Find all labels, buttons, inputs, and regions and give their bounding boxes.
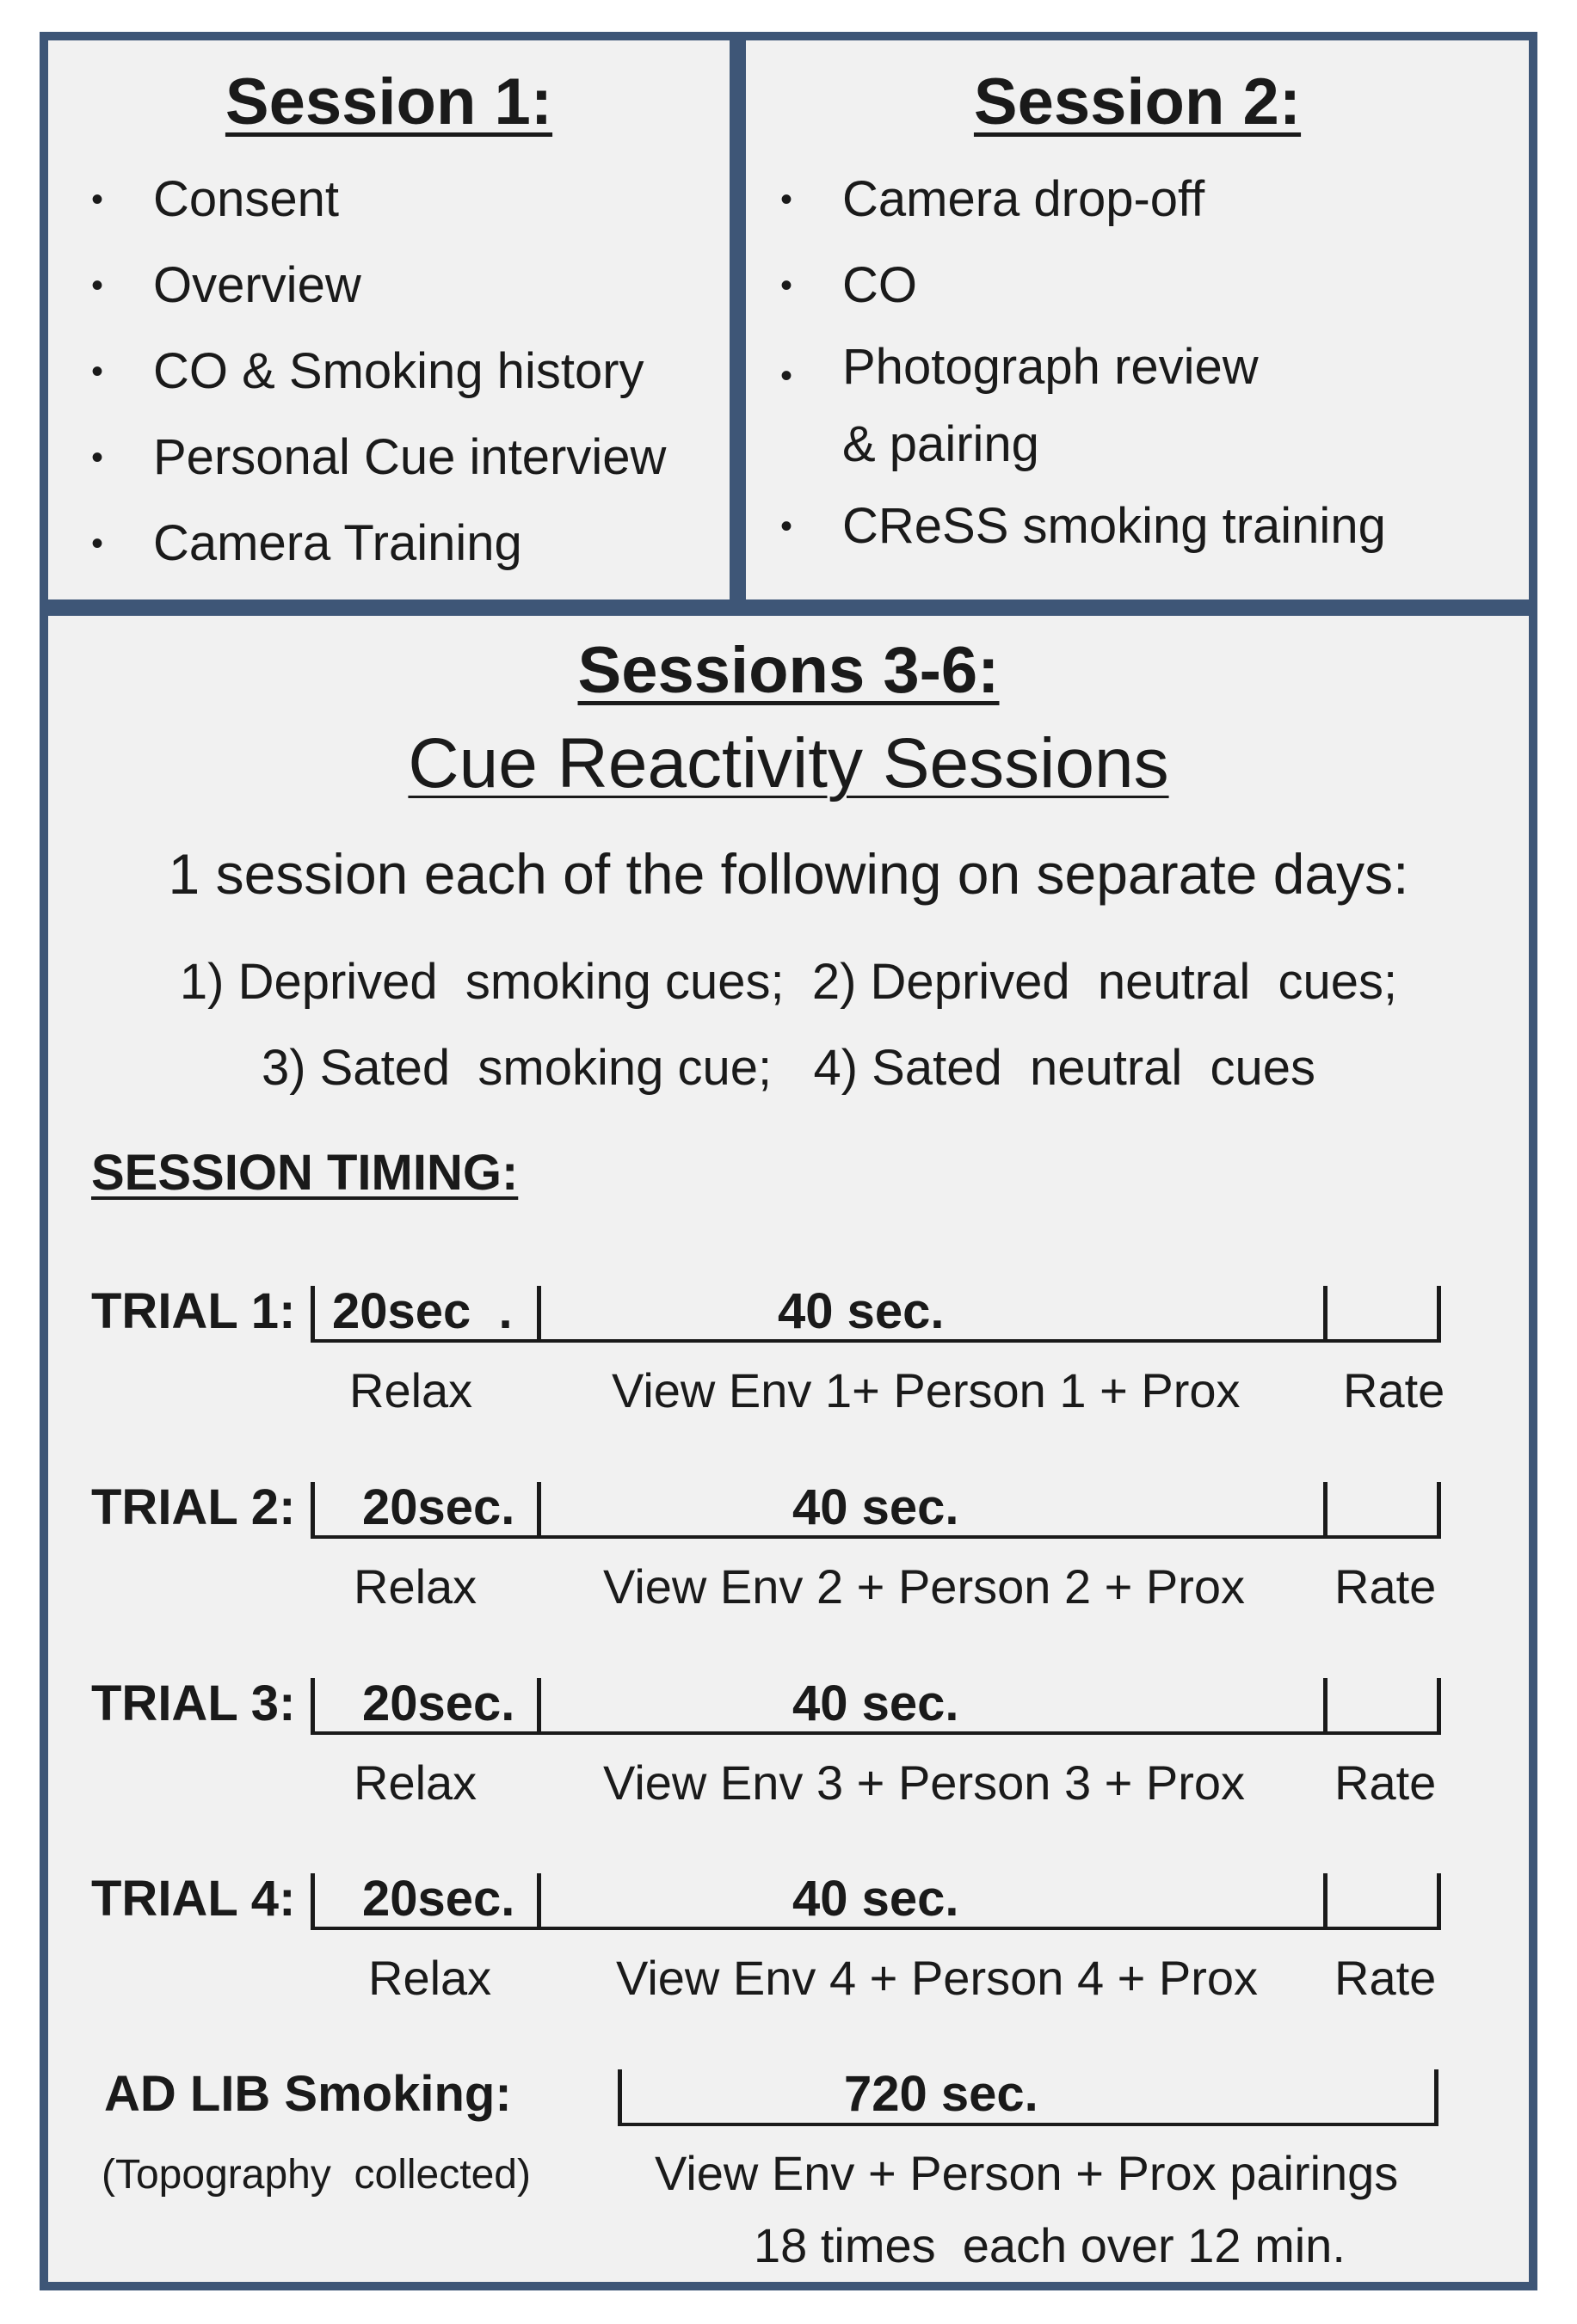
view-label: View Env 1+ Person 1 + Prox bbox=[612, 1363, 1241, 1417]
relax-duration: 20sec . bbox=[332, 1283, 513, 1339]
sessions-intro: 1 session each of the following on separate days: bbox=[168, 842, 1409, 906]
bullet-icon: • bbox=[91, 181, 104, 218]
list-item: • Overview bbox=[91, 243, 666, 329]
view-duration: 40 sec. bbox=[792, 1479, 959, 1535]
view-label: View Env 3 + Person 3 + Prox bbox=[603, 1755, 1246, 1810]
trial-label: TRIAL 1: bbox=[91, 1283, 296, 1339]
list-item: • Camera drop-off bbox=[780, 157, 1383, 243]
session-2-box bbox=[746, 40, 1529, 599]
relax-label: Relax bbox=[354, 1559, 477, 1614]
bullet-icon: • bbox=[780, 181, 793, 218]
list-item: • CO bbox=[780, 243, 1383, 329]
list-item: • Consent bbox=[91, 157, 666, 243]
relax-duration: 20sec. bbox=[362, 1479, 515, 1535]
session-1-box bbox=[48, 40, 730, 599]
protocol-diagram bbox=[40, 32, 1537, 2290]
rate-label: Rate bbox=[1343, 1363, 1445, 1417]
ad-lib-smoking bbox=[48, 616, 1529, 2282]
relax-duration: 20sec. bbox=[362, 1675, 515, 1731]
bullet-icon: • bbox=[91, 525, 104, 563]
relax-label: Relax bbox=[349, 1363, 473, 1417]
ad-lib-note: (Topography collected) bbox=[102, 2152, 531, 2198]
ad-lib-duration: 720 sec. bbox=[844, 2066, 1038, 2122]
bullet-icon: • bbox=[780, 357, 793, 395]
session-timing-heading: SESSION TIMING: bbox=[91, 1145, 519, 1201]
view-duration: 40 sec. bbox=[778, 1283, 945, 1339]
list-item: • CReSS smoking training bbox=[780, 483, 1383, 569]
bullet-icon: • bbox=[780, 267, 793, 304]
timeline-tick bbox=[1434, 2069, 1438, 2126]
session-1-title: Session 1: bbox=[225, 65, 553, 138]
trial-label: TRIAL 2: bbox=[91, 1479, 296, 1535]
list-item: • Personal Cue interview bbox=[91, 415, 666, 501]
bullet-icon: • bbox=[91, 439, 104, 476]
conditions-line-2: 3) Sated smoking cue; 4) Sated neutral cues bbox=[261, 1040, 1316, 1096]
trial-label: TRIAL 4: bbox=[91, 1871, 296, 1927]
ad-lib-label: AD LIB Smoking: bbox=[104, 2066, 512, 2122]
trial-label: TRIAL 3: bbox=[91, 1675, 296, 1731]
list-item: • Photograph review & pairing bbox=[780, 339, 1259, 472]
view-duration: 40 sec. bbox=[792, 1871, 959, 1927]
sessions-3-6-title: Sessions 3-6: bbox=[577, 634, 1000, 707]
view-duration: 40 sec. bbox=[792, 1675, 959, 1731]
view-label: View Env 2 + Person 2 + Prox bbox=[603, 1559, 1246, 1614]
list-item: • Camera Training bbox=[91, 501, 666, 587]
bullet-icon: • bbox=[91, 353, 104, 390]
bullet-icon: • bbox=[780, 507, 793, 545]
session-1-list bbox=[91, 157, 666, 587]
rate-label: Rate bbox=[1334, 1755, 1437, 1810]
view-label: View Env 4 + Person 4 + Prox bbox=[616, 1951, 1259, 2005]
bullet-icon: • bbox=[91, 267, 104, 304]
session-2-title: Session 2: bbox=[973, 65, 1302, 138]
rate-label: Rate bbox=[1334, 1951, 1437, 2005]
ad-lib-description-2: 18 times each over 12 min. bbox=[754, 2218, 1346, 2272]
relax-label: Relax bbox=[354, 1755, 477, 1810]
sessions-3-6-box bbox=[48, 616, 1529, 2282]
vertical-divider bbox=[730, 40, 746, 599]
conditions-line-1: 1) Deprived smoking cues; 2) Deprived neutral cues; bbox=[179, 954, 1398, 1010]
relax-duration: 20sec. bbox=[362, 1871, 515, 1927]
relax-label: Relax bbox=[368, 1951, 492, 2005]
list-item: • CO & Smoking history bbox=[91, 329, 666, 415]
timeline-tick bbox=[618, 2069, 622, 2126]
horizontal-divider bbox=[48, 599, 1529, 616]
sessions-3-6-subtitle: Cue Reactivity Sessions bbox=[408, 724, 1169, 802]
ad-lib-description-1: View Env + Person + Prox pairings bbox=[655, 2146, 1399, 2200]
rate-label: Rate bbox=[1334, 1559, 1437, 1614]
session-2-list bbox=[780, 157, 1386, 569]
timeline-line bbox=[618, 2123, 1438, 2126]
